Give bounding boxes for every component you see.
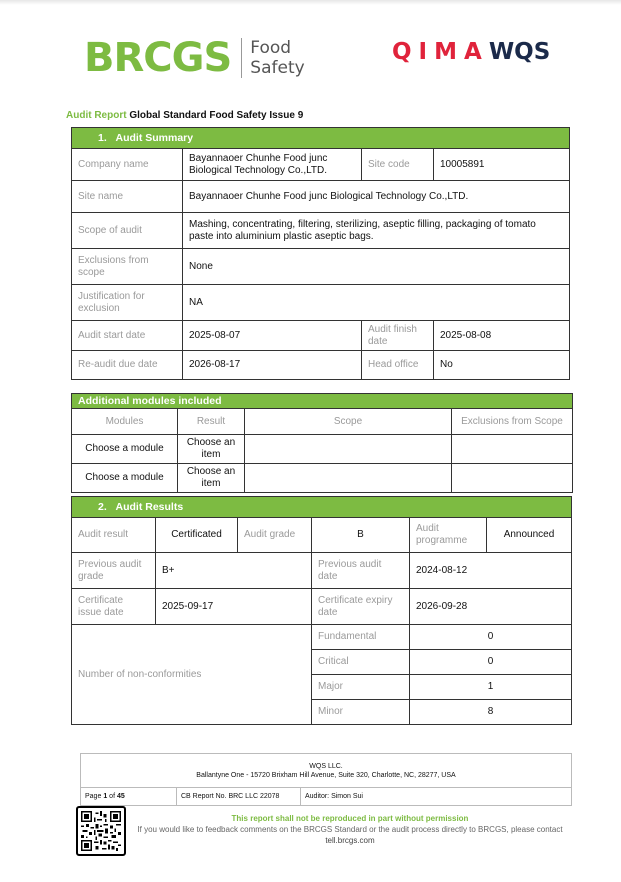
- cert-issue-value: 2025-09-17: [156, 589, 312, 625]
- footer-page-of: of: [109, 793, 116, 800]
- audit-programme-label: Audit programme: [410, 518, 487, 553]
- reaudit-value: 2026-08-17: [183, 351, 362, 380]
- critical-label: Critical: [312, 650, 410, 675]
- audit-grade-label: Audit grade: [238, 518, 312, 553]
- footer-notice: [130, 813, 570, 846]
- audit-results-heading: 2. Audit Results: [72, 497, 572, 518]
- notice-feedback-link[interactable]: tell.brcgs.com: [325, 836, 375, 845]
- brcgs-logo-mark: BRCGS: [84, 35, 232, 81]
- site-name-value: Bayannaoer Chunhe Food junc Biological Technology Co.,LTD.: [183, 181, 570, 213]
- brcgs-logo-safety: Safety: [250, 58, 305, 78]
- scope-label: Scope of audit: [72, 213, 183, 249]
- brcgs-logo-divider: [241, 38, 242, 78]
- qima-wqs-logo: [392, 38, 550, 66]
- company-name-value: Bayannaoer Chunhe Food junc Biological Technology Co.,LTD.: [183, 149, 362, 181]
- reaudit-label: Re-audit due date: [72, 351, 183, 380]
- audit-summary-table: [71, 127, 570, 380]
- major-value: 1: [410, 675, 572, 700]
- result-select[interactable]: Choose an item: [178, 435, 245, 464]
- cert-issue-label: Certificate issue date: [72, 589, 156, 625]
- module-exclusions-cell: [452, 464, 573, 493]
- company-name-label: Company name: [72, 149, 183, 181]
- module-select[interactable]: Choose a module: [72, 435, 178, 464]
- minor-label: Minor: [312, 700, 410, 725]
- previous-grade-value: B+: [156, 553, 312, 589]
- audit-start-label: Audit start date: [72, 321, 183, 351]
- footer-company-cell: [81, 754, 572, 788]
- nonconformities-label: Number of non-conformities: [72, 625, 312, 725]
- audit-finish-label: Audit finish date: [362, 321, 434, 351]
- modules-col-modules: Modules: [72, 409, 178, 435]
- head-office-value: No: [434, 351, 570, 380]
- site-name-label: Site name: [72, 181, 183, 213]
- modules-col-scope: Scope: [245, 409, 452, 435]
- module-scope-cell: [245, 464, 452, 493]
- modules-table: [71, 393, 573, 493]
- report-title-text: Global Standard Food Safety Issue 9: [129, 110, 304, 121]
- modules-col-exclusions: Exclusions from Scope: [452, 409, 573, 435]
- footer-page-total: 45: [116, 793, 125, 800]
- fundamental-label: Fundamental: [312, 625, 410, 650]
- fundamental-value: 0: [410, 625, 572, 650]
- footer-page-num: 1: [103, 793, 108, 800]
- footer-table: [80, 753, 572, 806]
- minor-value: 8: [410, 700, 572, 725]
- previous-date-label: Previous audit date: [312, 553, 410, 589]
- footer-page-number: [81, 788, 177, 806]
- justification-label: Justification for exclusion: [72, 285, 183, 321]
- previous-grade-label: Previous audit grade: [72, 553, 156, 589]
- audit-result-value: Certificated: [156, 518, 238, 553]
- audit-summary-heading: 1. Audit Summary: [72, 128, 570, 149]
- modules-heading: Additional modules included: [72, 394, 573, 409]
- report-title: [66, 110, 303, 121]
- previous-date-value: 2024-08-12: [410, 553, 572, 589]
- audit-results-table: [71, 496, 572, 725]
- site-code-label: Site code: [362, 149, 434, 181]
- report-title-prefix: Audit Report: [66, 110, 127, 121]
- notice-feedback: If you would like to feedback comments on the BRCGS Standard or the audit process directly to BRCGS, please contact: [137, 825, 563, 834]
- brcgs-logo: [84, 36, 305, 80]
- exclusions-value: None: [183, 249, 570, 285]
- wqs-logo-text: WQS: [488, 39, 551, 65]
- cert-expiry-label: Certificate expiry date: [312, 589, 410, 625]
- site-code-value: 10005891: [434, 149, 570, 181]
- brcgs-logo-subtitle: [250, 38, 304, 78]
- top-shadow-bar: [0, 0, 621, 5]
- footer-page-prefix: Page: [85, 793, 102, 800]
- brcgs-logo-food: Food: [250, 38, 292, 58]
- exclusions-label: Exclusions from scope: [72, 249, 183, 285]
- result-select[interactable]: Choose an item: [178, 464, 245, 493]
- module-select[interactable]: Choose a module: [72, 464, 178, 493]
- cert-expiry-value: 2026-09-28: [410, 589, 572, 625]
- footer-auditor: Auditor: Simon Sui: [301, 788, 572, 806]
- critical-value: 0: [410, 650, 572, 675]
- audit-finish-value: 2025-08-08: [434, 321, 570, 351]
- modules-col-result: Result: [178, 409, 245, 435]
- head-office-label: Head office: [362, 351, 434, 380]
- footer-company: WQS LLC.: [309, 762, 343, 770]
- justification-value: NA: [183, 285, 570, 321]
- footer-cb-report: CB Report No. BRC LLC 22078: [177, 788, 301, 806]
- audit-programme-value: Announced: [487, 518, 572, 553]
- module-scope-cell: [245, 435, 452, 464]
- footer-address: Ballantyne One - 15720 Brixham Hill Avenue, Suite 320, Charlotte, NC, 28277, USA: [196, 771, 456, 779]
- audit-grade-value: B: [312, 518, 410, 553]
- scope-value: Mashing, concentrating, filtering, sterilizing, aseptic filling, packaging of tomato paste into aluminium plastic aseptic bags.: [183, 213, 570, 249]
- audit-result-label: Audit result: [72, 518, 156, 553]
- notice-permission: This report shall not be reproduced in part without permission: [231, 814, 469, 823]
- major-label: Major: [312, 675, 410, 700]
- table-row: [72, 464, 573, 493]
- qima-logo-text: QIMA: [392, 39, 489, 65]
- audit-start-value: 2025-08-07: [183, 321, 362, 351]
- qr-code-icon: [76, 806, 126, 856]
- table-row: [72, 435, 573, 464]
- module-exclusions-cell: [452, 435, 573, 464]
